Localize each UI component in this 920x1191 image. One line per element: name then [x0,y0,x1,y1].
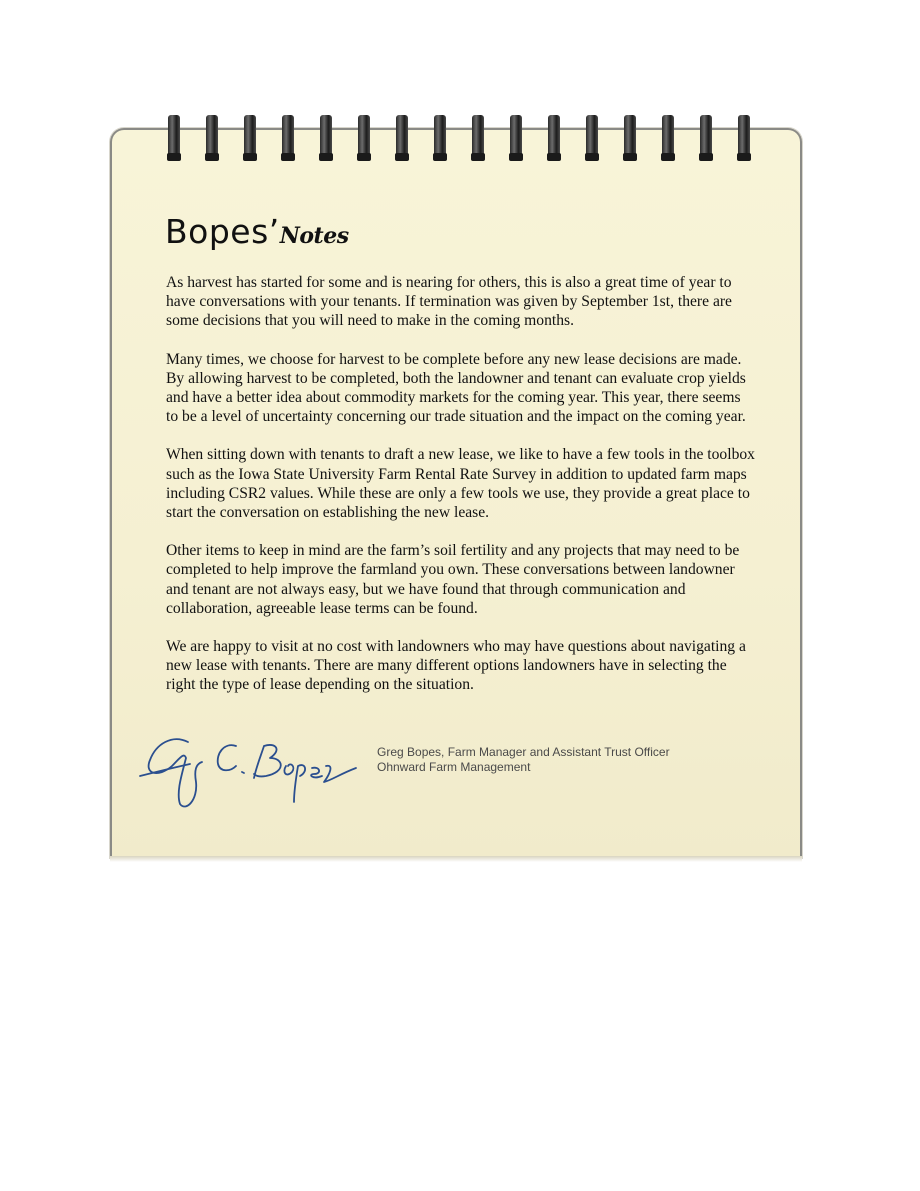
handwritten-signature [136,728,361,813]
title-accent: Notes [279,223,349,249]
signature-caption [377,745,670,775]
paragraph: When sitting down with tenants to draft a new lease, we like to have a few tools in the toolbox such as the Iowa State University Farm Rental Rate Survey in addition to updated farm maps including CSR2 values. While these are only a few tools we use, they provide a great place to start the conversation on establishing the new lease. [166,446,755,522]
paragraph: Other items to keep in mind are the farm’s soil fertility and any projects that may need to be completed to help improve the farmland you own. These conversations between landowner and tenant are not always easy, but we have found that through communication and collaboration, agreeable lease terms can be found. [166,542,740,617]
signer-name-title: Greg Bopes, Farm Manager and Assistant Trust Officer [377,745,670,759]
paragraph: As harvest has started for some and is nearing for others, this is also a great time of year to have conversations with your tenants. If termination was given by September 1st, there are some decisions that you will need to make in the coming months. [166,274,732,330]
page-title [165,212,349,256]
note-body [166,273,756,714]
paragraph: We are happy to visit at no cost with landowners who may have questions about navigating a new lease with tenants. There are many different options landowners have in selecting the right the type of lease depending on the situation. [166,638,746,694]
paragraph: Many times, we choose for harvest to be complete before any new lease decisions are made. By allowing harvest to be completed, both the landowner and tenant can evaluate crop yields and have a better idea about commodity markets for the coming year. This year, there seems to be a level of uncertainty concerning our trade situation and the impact on the coming year. [166,350,746,426]
title-main: Bopes’ [165,212,280,251]
signer-organization: Ohnward Farm Management [377,760,531,774]
